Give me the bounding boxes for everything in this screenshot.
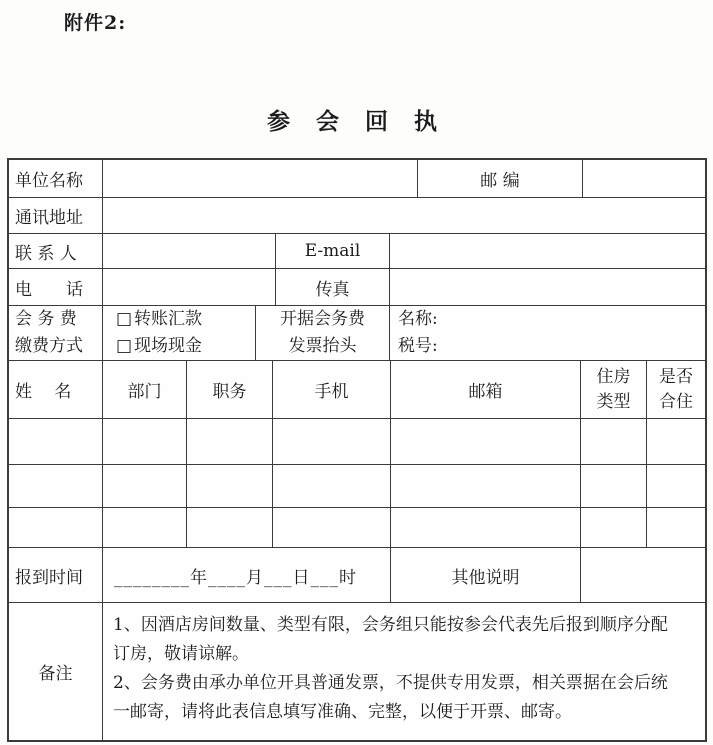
header-share-line1: 是否	[659, 366, 693, 387]
fee-row	[9, 305, 705, 360]
attendee-housing-input[interactable]	[580, 465, 646, 507]
attachment-label: 附件2:	[64, 12, 127, 34]
invoice-name-label: 名称:	[398, 309, 438, 329]
attendee-department-input[interactable]	[102, 508, 186, 547]
attendee-email-input[interactable]	[390, 419, 580, 464]
phone-input[interactable]	[102, 269, 275, 305]
checkbox-cash[interactable]	[116, 333, 202, 360]
attendee-email-input[interactable]	[390, 508, 580, 547]
address-input[interactable]	[102, 198, 705, 233]
attendee-job-title-input[interactable]	[186, 508, 272, 547]
attendee-mobile-input[interactable]	[272, 465, 390, 507]
invoice-title-label-line1: 开据会务费	[280, 309, 365, 329]
postal-code-label: 邮 编	[417, 160, 582, 197]
attendee-mobile-input[interactable]	[272, 508, 390, 547]
attendee-job-title-input[interactable]	[186, 419, 272, 464]
email-input[interactable]	[389, 234, 705, 268]
address-row	[9, 197, 705, 233]
attendee-share-input[interactable]	[646, 508, 705, 547]
fax-input[interactable]	[389, 269, 705, 305]
fax-label: 传真	[275, 269, 389, 305]
header-housing-line1: 住房	[596, 366, 631, 387]
attendee-department-input[interactable]	[102, 419, 186, 464]
header-share-room	[646, 361, 705, 418]
contact-label: 联 系 人	[15, 243, 77, 264]
page-title: 参 会 回 执	[266, 108, 447, 135]
attendee-row	[9, 507, 705, 547]
reply-form-table	[7, 158, 707, 742]
checkin-label: 报到时间	[15, 567, 83, 588]
fee-method-label	[9, 306, 102, 360]
invoice-fields-cell	[389, 306, 705, 360]
unit-name-row	[9, 160, 705, 197]
attendee-housing-input[interactable]	[580, 419, 646, 464]
checkbox-transfer-label: 转账汇款	[134, 309, 203, 329]
header-email: 邮箱	[390, 361, 580, 418]
header-department: 部门	[102, 361, 186, 418]
phone-label: 电 话	[15, 279, 83, 300]
address-label: 通讯地址	[15, 208, 83, 228]
header-name: 姓 名	[15, 382, 72, 402]
invoice-title-label-line2: 发票抬头	[288, 336, 357, 356]
attendee-name-input[interactable]	[9, 508, 102, 547]
invoice-name-field[interactable]	[398, 306, 438, 333]
attendee-row	[9, 418, 705, 464]
checkbox-cash-label: 现场现金	[134, 336, 203, 356]
attendee-department-input[interactable]	[102, 465, 186, 507]
contact-row	[9, 233, 705, 268]
header-housing-line2: 类型	[596, 391, 631, 412]
attendee-header-row	[9, 360, 705, 418]
attendee-row	[9, 464, 705, 507]
fee-options-cell	[102, 306, 255, 360]
invoice-tax-field[interactable]	[398, 333, 438, 360]
attendee-job-title-input[interactable]	[186, 465, 272, 507]
unit-name-label: 单位名称	[15, 171, 83, 191]
fee-method-label-line2: 缴费方式	[15, 336, 83, 356]
invoice-tax-label: 税号:	[398, 336, 438, 356]
attendee-mobile-input[interactable]	[272, 419, 390, 464]
attendee-housing-input[interactable]	[580, 508, 646, 547]
other-notes-input[interactable]	[580, 548, 705, 602]
attendee-name-input[interactable]	[9, 419, 102, 464]
attendee-share-input[interactable]	[646, 419, 705, 464]
remarks-note-1: 1、因酒店房间数量、类型有限，会务组只能按参会代表先后报到顺序分配订房，敬请谅解。	[113, 615, 668, 664]
other-notes-label: 其他说明	[390, 548, 580, 602]
attendee-email-input[interactable]	[390, 465, 580, 507]
remarks-label: 备注	[38, 664, 73, 684]
attendee-name-input[interactable]	[9, 465, 102, 507]
checkbox-icon: □	[116, 309, 133, 329]
postal-code-input[interactable]	[582, 160, 705, 197]
header-housing-type	[580, 361, 646, 418]
email-label: E-mail	[275, 234, 389, 268]
remarks-note-2: 2、会务费由承办单位开具普通发票，不提供专用发票，相关票据在会后统一邮寄，请将此表信息填写准确、完整，以便于开票、邮寄。	[113, 673, 668, 722]
remarks-content	[102, 603, 705, 740]
phone-row	[9, 268, 705, 305]
contact-input[interactable]	[102, 234, 275, 268]
header-share-line2: 合住	[659, 391, 693, 412]
checkin-datetime-input[interactable]: ________年____月___日___时	[102, 548, 390, 602]
header-job-title: 职务	[186, 361, 272, 418]
fee-method-label-line1: 会 务 费	[15, 309, 77, 329]
checkbox-icon: □	[116, 336, 133, 356]
attendee-share-input[interactable]	[646, 465, 705, 507]
checkbox-transfer[interactable]	[116, 306, 202, 333]
header-mobile: 手机	[272, 361, 390, 418]
unit-name-input[interactable]	[102, 160, 417, 197]
remarks-row	[9, 602, 705, 740]
invoice-title-label	[255, 306, 389, 360]
checkin-row	[9, 547, 705, 602]
